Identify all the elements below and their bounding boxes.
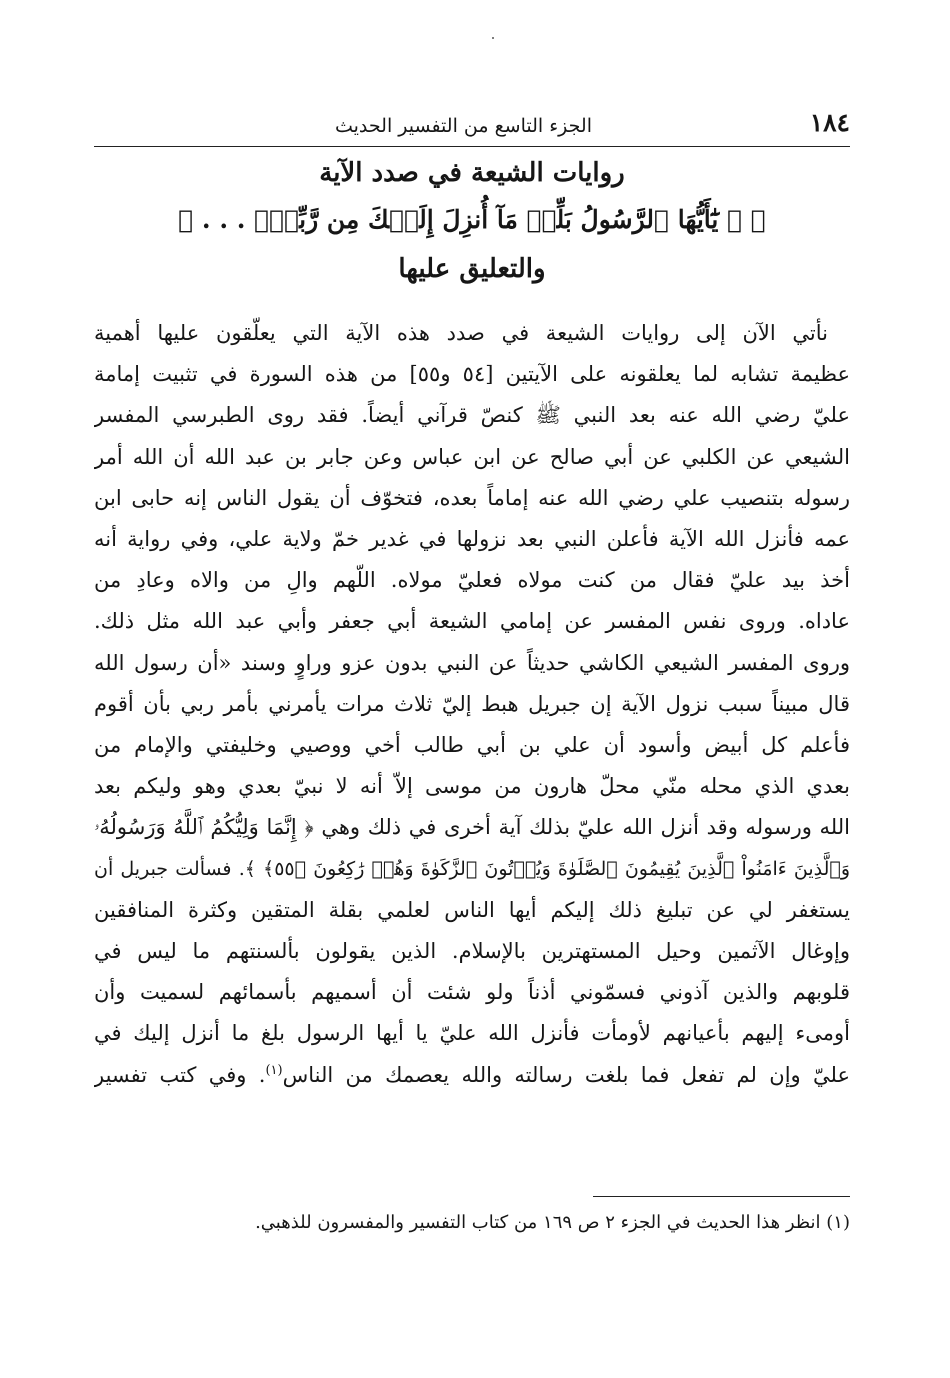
page-header: [94, 108, 850, 147]
quran-verse-heading: ﴿ ۞ يَٰٓأَيُّهَا ٱلرَّسُولُ بَلِّغۡ مَآ أُنزِلَ إِلَيۡكَ مِن رَّبِّكَۖ . . . ﴾: [178, 205, 766, 234]
body-line: بعدي الذي محله منّي محلّ هارون من موسى إلاّ أنه لا نبيّ بعدي وهو وليكم بعد: [94, 774, 850, 799]
section-title: روايات الشيعة في صدد الآية: [319, 158, 625, 188]
footnote-reference[interactable]: (١): [265, 1062, 283, 1078]
body-line: يستغفر لي عن تبليغ ذلك إليكم أيها الناس لعلمي بقلة المتقين وكثرة المنافقين: [94, 897, 850, 922]
body-line: عظيمة تشابه لما يعلقونه على الآيتين [٥٤ و٥٥] من هذه السورة في تثبيت إمامة: [94, 362, 850, 387]
body-paragraph: [94, 313, 850, 1096]
body-line: أخذ بيد عليّ فقال من كنت مولاه فعليّ مولاه. اللّهم والِ من والاه وعادِ من: [94, 568, 850, 593]
footnote: (١) انظر هذا الحديث في الجزء ٢ ص ١٦٩ من كتاب التفسير والمفسرون للذهبي.: [255, 1212, 850, 1233]
body-line: [94, 1055, 850, 1096]
body-line-tail: . وفي كتب تفسير: [94, 1062, 266, 1087]
page-number: ١٨٤: [809, 108, 850, 137]
body-line: قلوبهم والذين آذوني فسمّوني أذناً ولو شئت أن أسميهم بأسمائهم لسميت وأن: [94, 980, 850, 1005]
body-line-text: عليّ وإن لم تفعل فما بلغت رسالته والله يعصمك من الناس: [282, 1062, 850, 1087]
body-line: قال مبيناً سبب نزول الآية إن جبريل هبط إليّ ثلاث مرات يأمرني بأمر ربي بأن أقوم: [94, 691, 850, 716]
body-line: عليّ رضي الله عنه بعد النبي ﷺ كنصّ قرآني أيضاً. فقد روى الطبرسي المفسر: [94, 403, 850, 428]
body-line: عاداه. وروى نفس المفسر عن إمامي الشيعة أبي جعفر وأبي عبد الله مثل ذلك.: [94, 609, 850, 634]
body-line: وإوغال الآثمين وحيل المستهترين بالإسلام. الذين يقولون بألسنتهم ما ليس في: [94, 939, 850, 964]
section-subtitle: والتعليق عليها: [398, 254, 546, 284]
footnote-divider: [593, 1196, 850, 1197]
scan-speck: [492, 37, 494, 39]
body-line: رسوله بتنصيب علي رضي الله عنه إماماً بعده، فتخوّف أن يقول الناس إنه حابى ابن: [94, 485, 850, 510]
body-line: عمه فأنزل الله الآية فأعلن النبي بعد نزولها في غدير خمّ ولاية علي، وفي رواية أنه: [94, 527, 850, 552]
body-line: نأتي الآن إلى روايات الشيعة في صدد هذه الآية التي يعلّقون عليها أهمية: [94, 321, 828, 345]
body-line: أومىء إليهم بأعيانهم لأومأت فأنزل الله عليّ يا أيها الرسول بلغ ما أنزل إليك في: [94, 1021, 850, 1046]
body-line: الله ورسوله وقد أنزل الله عليّ بذلك آية أخرى في ذلك وهي ﴿ إِنَّمَا وَلِيُّكُمُ ٱللَّهُ وَرَسُولُهُۥ: [94, 815, 850, 840]
body-line: فأعلم كل أبيض وأسود أن علي بن أبي طالب أخي ووصيي وخليفتي والإمام من: [94, 733, 850, 758]
body-line: وَٱلَّذِينَ ءَامَنُواْ ٱلَّذِينَ يُقِيمُونَ ٱلصَّلَوٰةَ وَيُؤۡتُونَ ٱلزَّكَوٰةَ وَهُمۡ رَٰكِعُونَ ﴿٥٥﴾ ﴾. فسألت جبريل أن: [94, 857, 850, 880]
body-line: الشيعي عن الكلبي عن أبي صالح عن ابن عباس وعن جابر بن عبد الله أن الله أمر: [94, 444, 850, 469]
running-title: الجزء التاسع من التفسير الحديث: [334, 115, 592, 137]
body-line: وروى المفسر الشيعي الكاشي حديثاً عن النبي بدون عزو وراوٍ وسند «أن رسول الله: [94, 650, 850, 675]
